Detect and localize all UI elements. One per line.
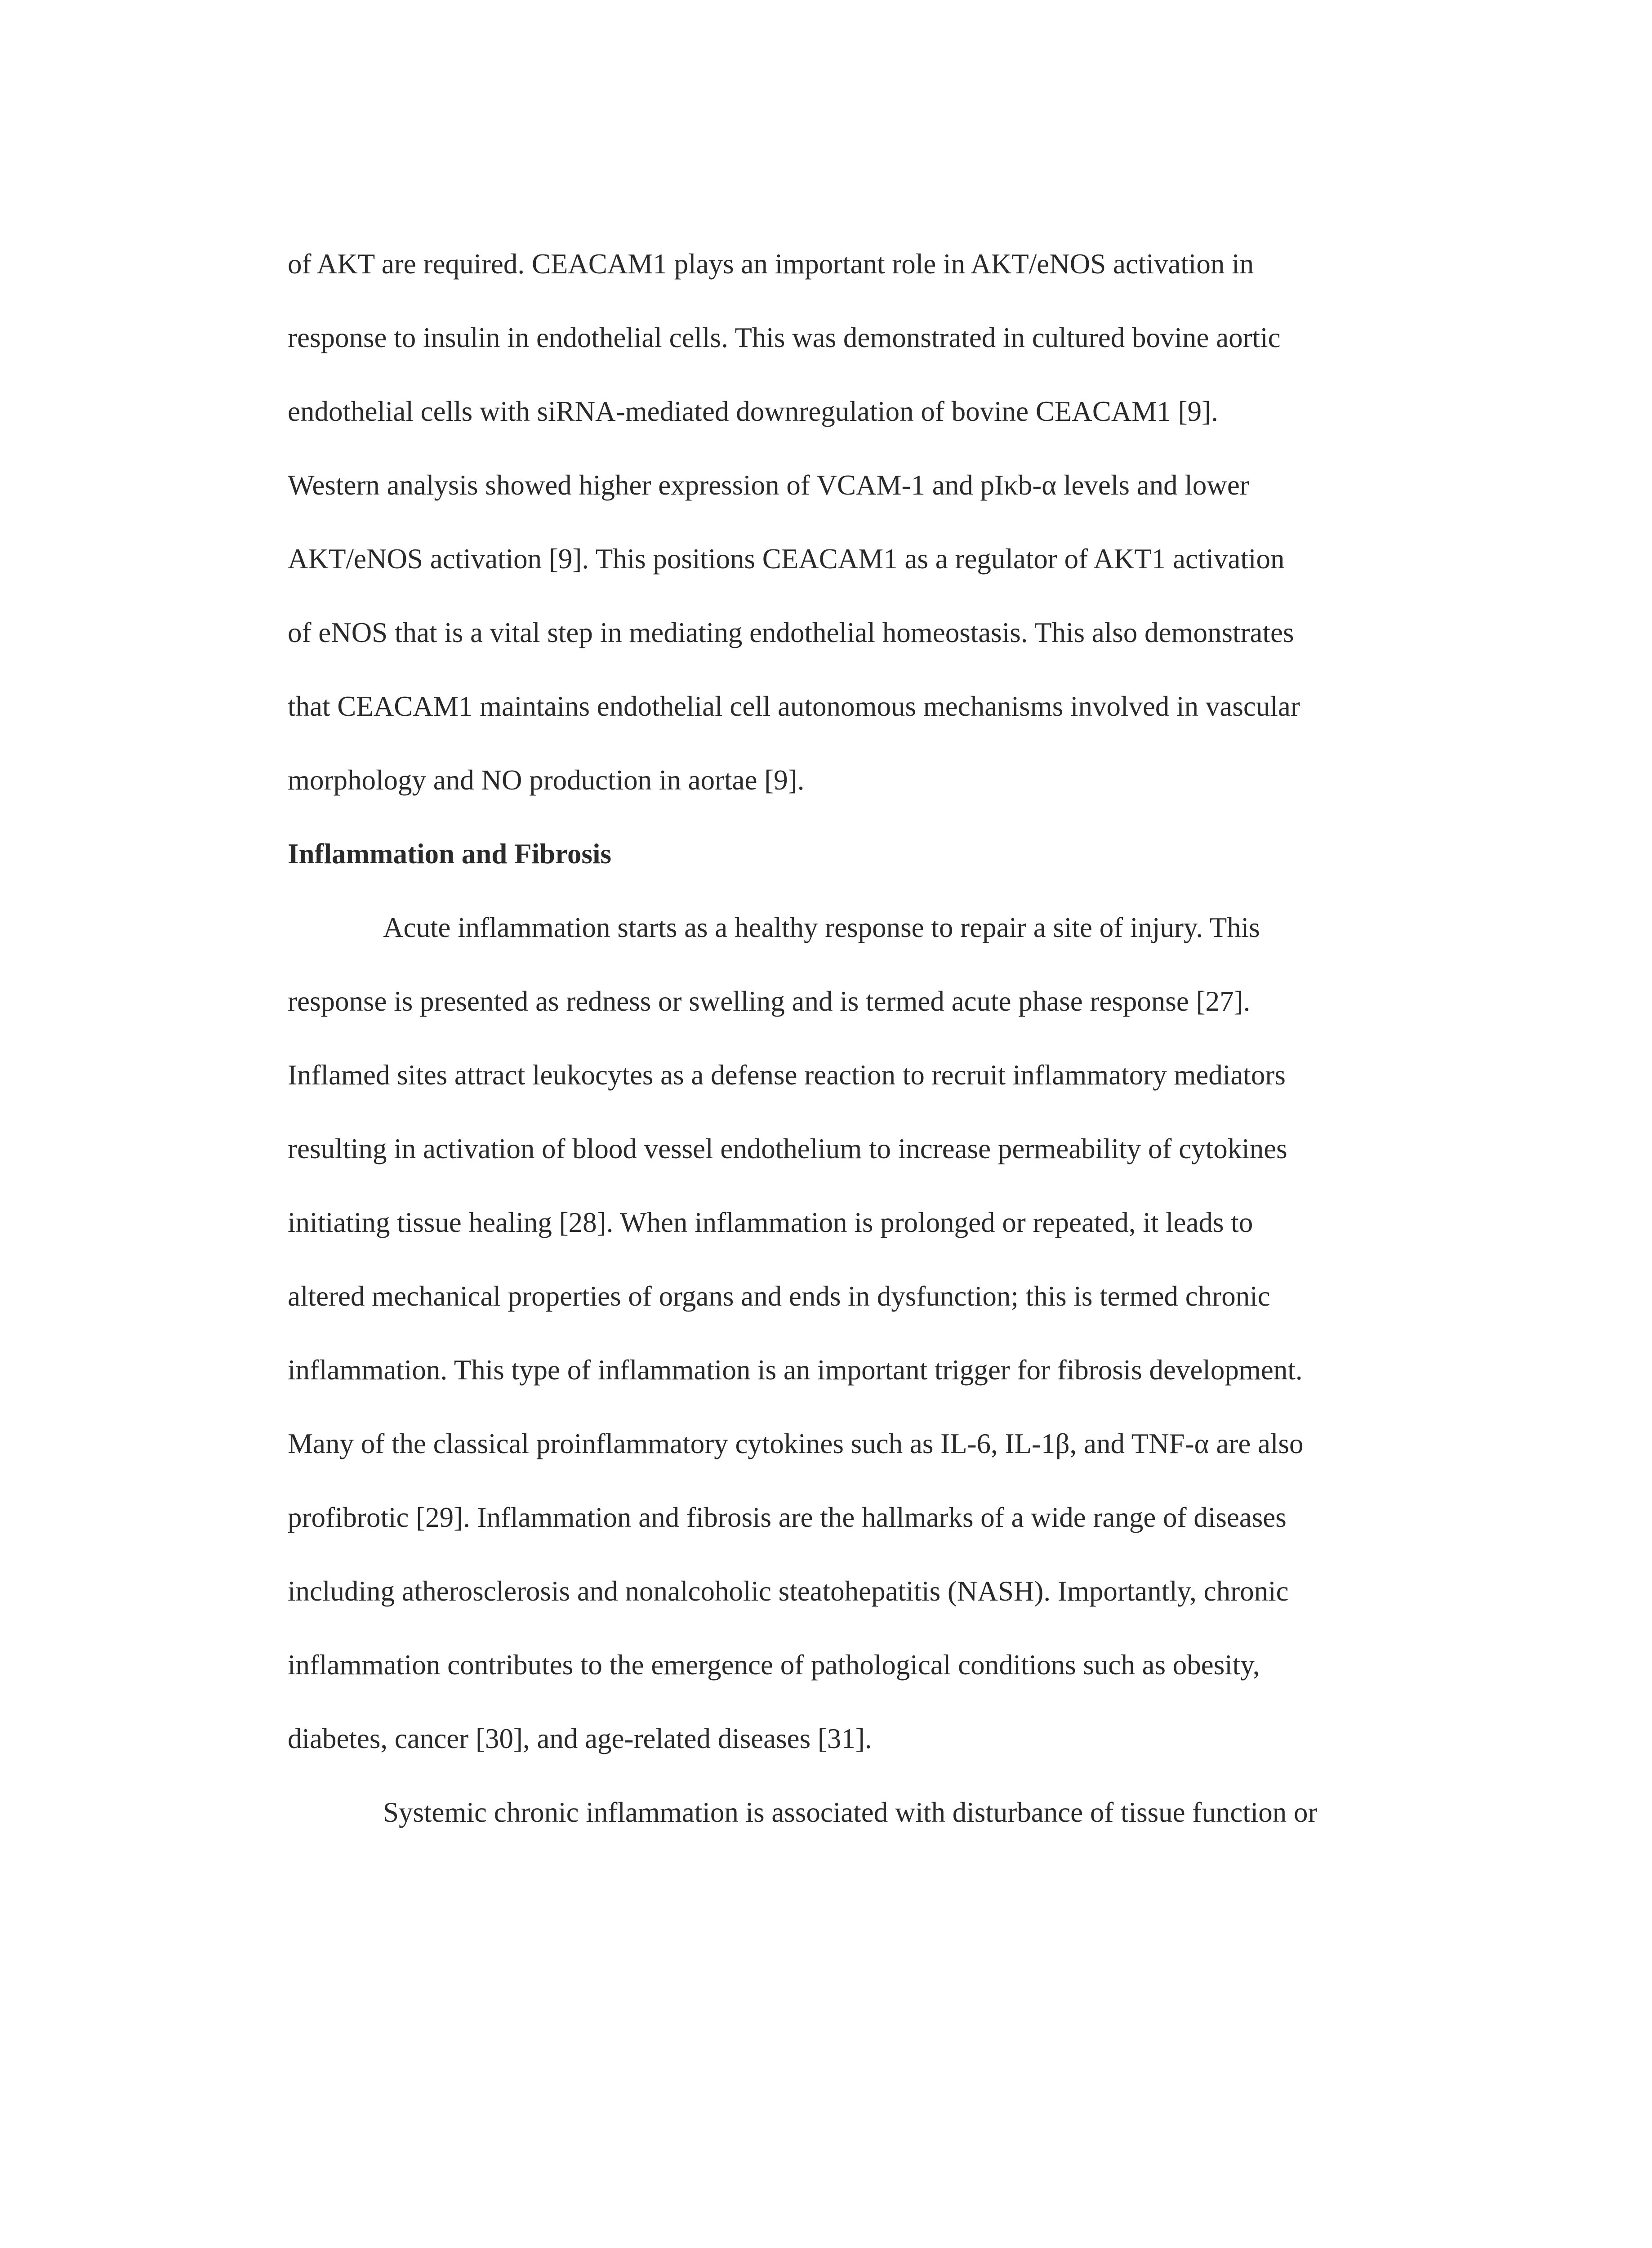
- text-line: including atherosclerosis and nonalcoholic steatohepatitis (NASH). Importantly, chronic: [288, 1575, 1289, 1607]
- text-line: of AKT are required. CEACAM1 plays an important role in AKT/eNOS activation in: [288, 248, 1254, 280]
- text-line: morphology and NO production in aortae [9].: [288, 764, 805, 796]
- text-line: endothelial cells with siRNA-mediated downregulation of bovine CEACAM1 [9].: [288, 396, 1218, 427]
- text-line: Many of the classical proinflammatory cytokines such as IL-6, IL-1β, and TNF-α are also: [288, 1428, 1304, 1459]
- text-line: resulting in activation of blood vessel endothelium to increase permeability of cytokines: [288, 1133, 1287, 1164]
- text-line: Inflamed sites attract leukocytes as a defense reaction to recruit inflammatory mediators: [288, 1059, 1286, 1091]
- body-text: [288, 227, 1447, 1849]
- text-line: initiating tissue healing [28]. When inflammation is prolonged or repeated, it leads to: [288, 1207, 1253, 1238]
- text-line: Systemic chronic inflammation is associated with disturbance of tissue function or: [383, 1797, 1318, 1828]
- text-line: inflammation. This type of inflammation is an important trigger for fibrosis development.: [288, 1354, 1303, 1386]
- section-heading: Inflammation and Fibrosis: [288, 838, 611, 870]
- text-line: of eNOS that is a vital step in mediating endothelial homeostasis. This also demonstrates: [288, 617, 1294, 648]
- text-line: that CEACAM1 maintains endothelial cell autonomous mechanisms involved in vascular: [288, 691, 1300, 722]
- text-line: response is presented as redness or swelling and is termed acute phase response [27].: [288, 986, 1251, 1017]
- text-line: altered mechanical properties of organs and ends in dysfunction; this is termed chronic: [288, 1280, 1270, 1312]
- text-line: response to insulin in endothelial cells. This was demonstrated in cultured bovine aortic: [288, 322, 1281, 353]
- text-line: Acute inflammation starts as a healthy response to repair a site of injury. This: [383, 912, 1260, 943]
- text-line: AKT/eNOS activation [9]. This positions CEACAM1 as a regulator of AKT1 activation: [288, 543, 1285, 575]
- text-line: diabetes, cancer [30], and age-related diseases [31].: [288, 1723, 872, 1754]
- text-line: Western analysis showed higher expression of VCAM-1 and pIκb-α levels and lower: [288, 469, 1249, 501]
- text-line: profibrotic [29]. Inflammation and fibrosis are the hallmarks of a wide range of diseases: [288, 1502, 1287, 1533]
- text-line: inflammation contributes to the emergence of pathological conditions such as obesity,: [288, 1649, 1260, 1681]
